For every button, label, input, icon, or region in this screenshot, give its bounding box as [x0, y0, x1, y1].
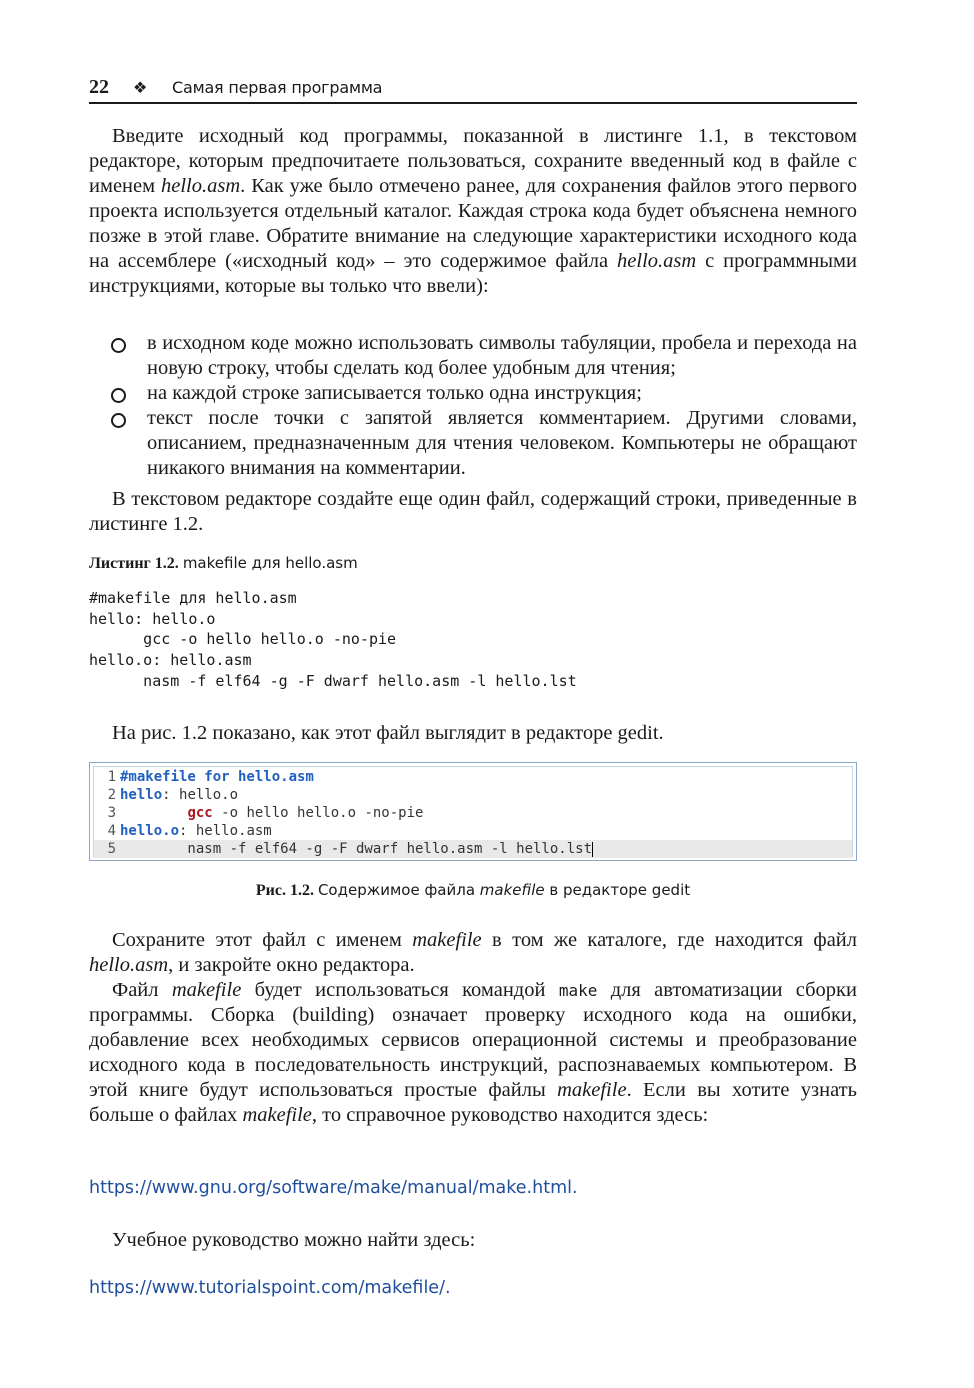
editor-line: 2 hello: hello.o — [107, 787, 239, 803]
list-item: текст после точки с запятой является комментарием. Другими словами, описанием, предназначенным для чтения человеком. Компьютеры не обращают никакого внимания на комментарии. — [89, 406, 857, 481]
paragraph-make: Файл makefile будет использоваться командой make для автоматизации сборки программы. Сборка (building) означает проверку исходного кода на ошибки, добавление всех необходимых сервисов операционной системы и преобразование исходного кода в последовательность инструкций, распознаваемых компьютером. В этой книге будут использоваться простые файлы makefile. Если вы хотите узнать больше о файлах makefile, то справочное руководство находится здесь: — [89, 979, 857, 1126]
listing-caption: Листинг 1.2. makefile для hello.asm — [89, 554, 358, 572]
text-cursor — [592, 842, 593, 857]
paragraph-tutorial: Учебное руководство можно найти здесь: — [112, 1229, 476, 1251]
editor-line: 3 gcc -o hello hello.o -no-pie — [107, 805, 424, 821]
gedit-screenshot — [89, 762, 857, 861]
page-number: 22 — [89, 76, 109, 98]
tutorialspoint-link[interactable]: https://www.tutorialspoint.com/makefile/. — [89, 1278, 451, 1298]
list-item: на каждой строке записывается только одна инструкция; — [89, 381, 857, 406]
editor-line: 4 hello.o: hello.asm — [107, 823, 272, 839]
bullet-circle-icon — [111, 338, 126, 353]
paragraph-figure-intro: На рис. 1.2 показано, как этот файл выглядит в редакторе gedit. — [112, 722, 664, 744]
chapter-title: Самая первая программа — [172, 78, 383, 97]
listing-code — [89, 588, 577, 692]
code-line: gcc -o hello hello.o -no-pie — [89, 630, 397, 649]
ornament-icon: ❖ — [133, 80, 148, 97]
code-line: #makefile для hello.asm — [89, 589, 297, 607]
running-header — [89, 76, 857, 104]
bullet-circle-icon — [111, 413, 126, 428]
editor-current-line: 5 nasm -f elf64 -g -F dwarf hello.asm -l hello.lst — [94, 840, 852, 858]
bullet-circle-icon — [111, 388, 126, 403]
paragraph-create-file: В текстовом редакторе создайте еще один файл, содержащий строки, приведенные в листинге 1.2. — [89, 488, 857, 535]
bullet-list — [89, 331, 857, 481]
figure-caption: Рис. 1.2. Содержимое файла makefile в редакторе gedit — [255, 881, 691, 899]
paragraph-intro: Введите исходный код программы, показанной в листинге 1.1, в текстовом редакторе, которым предпочитаете пользоваться, сохраните введенный код в файле с именем hello.asm. Как уже было отмечено ранее, для сохранения файлов этого первого проекта используется отдельный каталог. Каждая строка кода будет объяснена немного позже в этой главе. Обратите внимание на следующие характеристики исходного кода на ассемблере («исходный код» – это содержимое файла hello.asm с программными инструкциями, которые вы только что ввели): — [89, 125, 858, 297]
gnu-make-manual-link[interactable]: https://www.gnu.org/software/make/manual/make.html. — [89, 1178, 578, 1198]
code-line: nasm -f elf64 -g -F dwarf hello.asm -l hello.lst — [89, 671, 577, 690]
editor-line: 1 #makefile for hello.asm — [107, 769, 314, 785]
list-item: в исходном коде можно использовать символы табуляции, пробела и перехода на новую строку, чтобы сделать код более удобным для чтения; — [89, 331, 857, 381]
code-line: hello: hello.o — [89, 609, 216, 628]
paragraph-save-file: Сохраните этот файл с именем makefile в том же каталоге, где находится файл hello.asm, и закройте окно редактора. — [89, 929, 858, 976]
code-line: hello.o: hello.asm — [89, 651, 252, 670]
